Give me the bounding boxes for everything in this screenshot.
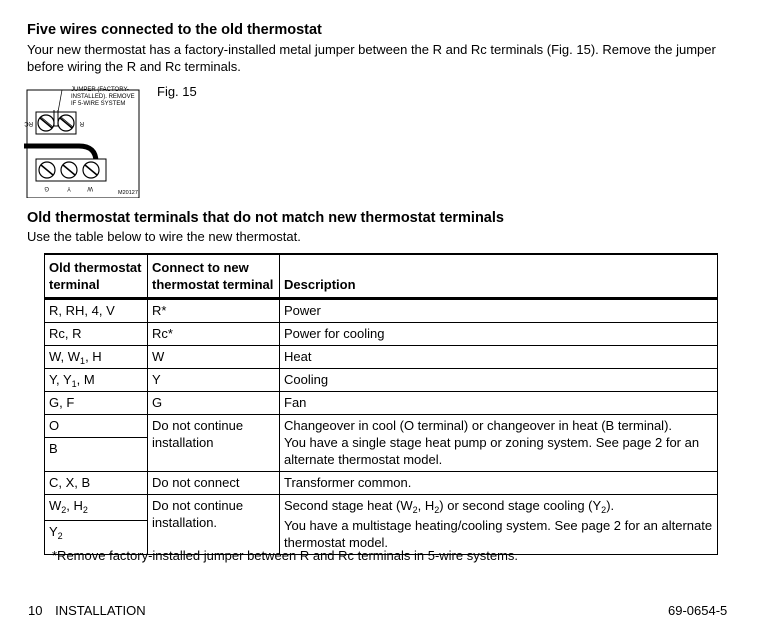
cell-old: C, X, B [45,472,148,495]
desc-line: Second stage heat ($W_2$, $H_2$) or second stage cooling $(Y_2)$. [284,498,615,515]
table-footnote: *Remove factory-installed jumper between R and Rc terminals in 5-wire systems. [52,548,519,563]
figure-code: M20127 [118,190,138,196]
header-description: Description [280,254,718,299]
table-row [45,415,718,438]
table-row [45,495,718,521]
section-heading-five-wires: Five wires connected to the old thermostat [27,22,322,38]
header-new-terminal: Connect to new thermostat terminal [148,254,280,299]
label-y: Y [66,185,71,191]
table-row [45,346,718,369]
header-old-terminal: Old thermostat terminal [45,254,148,299]
thermostat-wiring-diagram [24,82,154,198]
cell-old: G, F [45,392,148,415]
desc-line: Changeover in cool (O terminal) or changeover in heat (B terminal). [284,418,673,433]
wiring-table [44,253,718,555]
cell-desc: Fan [280,392,718,415]
cell-old: B [45,438,148,472]
cell-new: R* [148,299,280,323]
cell-desc: Power for cooling [280,323,718,346]
callout-line-3: IF 5-WIRE SYSTEM [71,101,126,107]
callout-line-1: JUMPER (FACTORY- [71,87,129,93]
cell-desc: Power [280,299,718,323]
desc-line: You have a multistage heating/cooling system. See page 2 for an alternate thermostat model. [284,518,713,550]
cell-old: $Y_2$ [45,521,148,555]
cell-new: Do not connect [148,472,280,495]
section-body-table-intro: Use the table below to wire the new thermostat. [27,229,301,244]
table-row [45,472,718,495]
cell-new: Do not continue installation [148,415,280,472]
label-r: R [79,120,84,126]
cell-old: Y, $Y_1$, M [45,369,148,392]
section-body-jumper: Your new thermostat has a factory-installed metal jumper between the R and Rc terminals (Fig. 15). Remove the jumper before wiring the R and Rc terminals. [27,42,716,74]
cell-new: W [148,346,280,369]
cell-old: $W_2$, $H_2$ [45,495,148,521]
page-number: 10 [28,603,43,618]
table-row [45,299,718,323]
cell-new: Rc* [148,323,280,346]
cell-old: Rc, R [45,323,148,346]
cell-desc: Transformer common. [280,472,718,495]
section-heading-terminals: Old thermostat terminals that do not match new thermostat terminals [27,210,504,226]
doc-code: 69-0654-5 [668,603,728,618]
cell-desc [280,415,718,472]
label-w: W [87,185,93,191]
cell-new: Y [148,369,280,392]
label-g: G [44,185,49,191]
page-footer-left [28,603,146,618]
label-rc: RC [24,120,33,126]
cell-new: G [148,392,280,415]
footer-section: INSTALLATION [55,603,146,618]
cell-old: O [45,415,148,438]
cell-old: R, RH, 4, V [45,299,148,323]
cell-desc: Heat [280,346,718,369]
cell-new: Do not continue installation. [148,495,280,555]
cell-desc [280,495,718,555]
cell-old: W, $W_1$, H [45,346,148,369]
cell-desc: Cooling [280,369,718,392]
table-header-row [45,254,718,299]
figure-label: Fig. 15 [157,84,197,99]
table-row [45,369,718,392]
table-row [45,323,718,346]
callout-line-2: INSTALLED). REMOVE [71,94,135,100]
table-row [45,392,718,415]
desc-line: You have a single stage heat pump or zoning system. See page 2 for an alternate thermostat model. [284,435,700,467]
